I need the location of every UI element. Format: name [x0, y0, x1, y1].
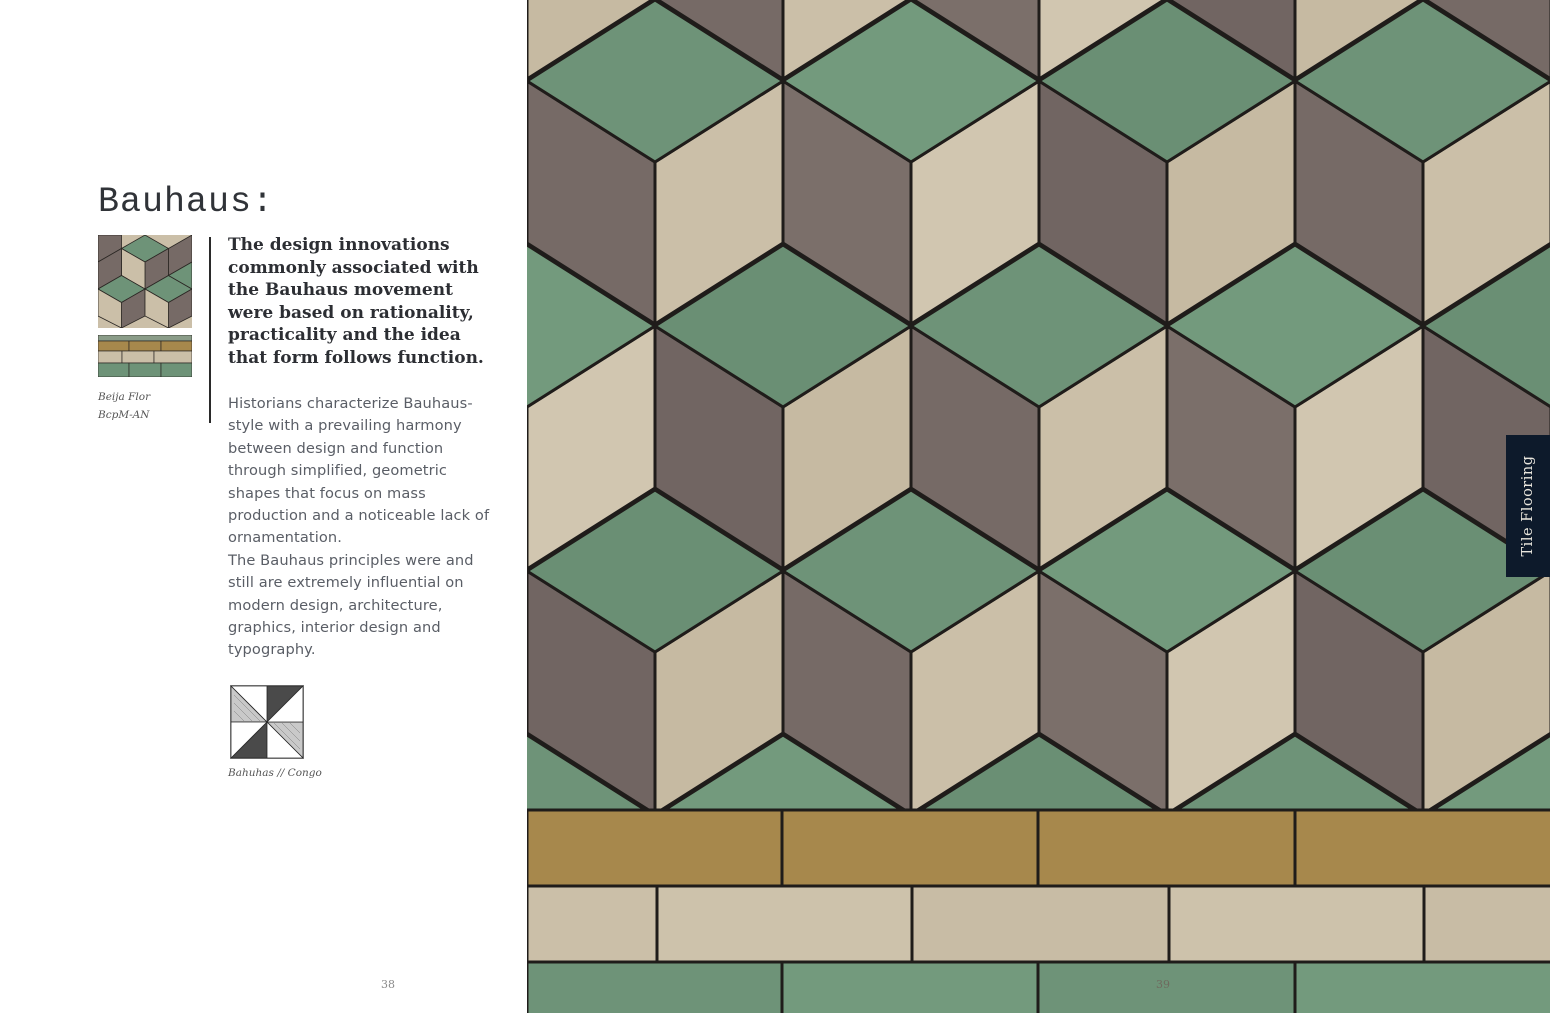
border-band-swatch: [98, 335, 192, 377]
section-tab[interactable]: [1506, 435, 1550, 577]
lead-paragraph: The design innovations commonly associated with the Bauhaus movement were based on rationality, practicality and the idea that form follows function.: [228, 235, 484, 368]
page-number-left: 38: [381, 978, 395, 991]
section-tab-label: Tile Flooring: [1520, 455, 1536, 557]
page-number-right: 39: [1156, 978, 1170, 991]
body-text: [228, 393, 498, 662]
pattern-caption: Bahuhas // Congo: [228, 767, 322, 779]
cube-pattern-swatch: [98, 235, 192, 328]
tile-floor-photo: [527, 0, 1550, 1013]
swatch-caption-line-1: Beija Flor: [98, 391, 151, 403]
body-paragraph-2: The Bauhaus principles were and still are extremely influential on modern design, architecture, graphics, interior design and typography.: [228, 551, 474, 659]
left-page: [0, 0, 527, 1013]
swatch-caption: [98, 388, 150, 424]
page-title: Bauhaus:: [98, 182, 275, 222]
swatch-caption-line-2: BcpM-AN: [98, 409, 150, 421]
pinwheel-pattern-icon: [230, 685, 304, 759]
body-paragraph-1: Historians characterize Bauhaus-style with a prevailing harmony between design and function through simplified, geometric shapes that focus on mass production and a noticeable lack of ornamentation.: [228, 395, 490, 547]
right-page: [527, 0, 1550, 1013]
vertical-divider: [209, 237, 211, 423]
